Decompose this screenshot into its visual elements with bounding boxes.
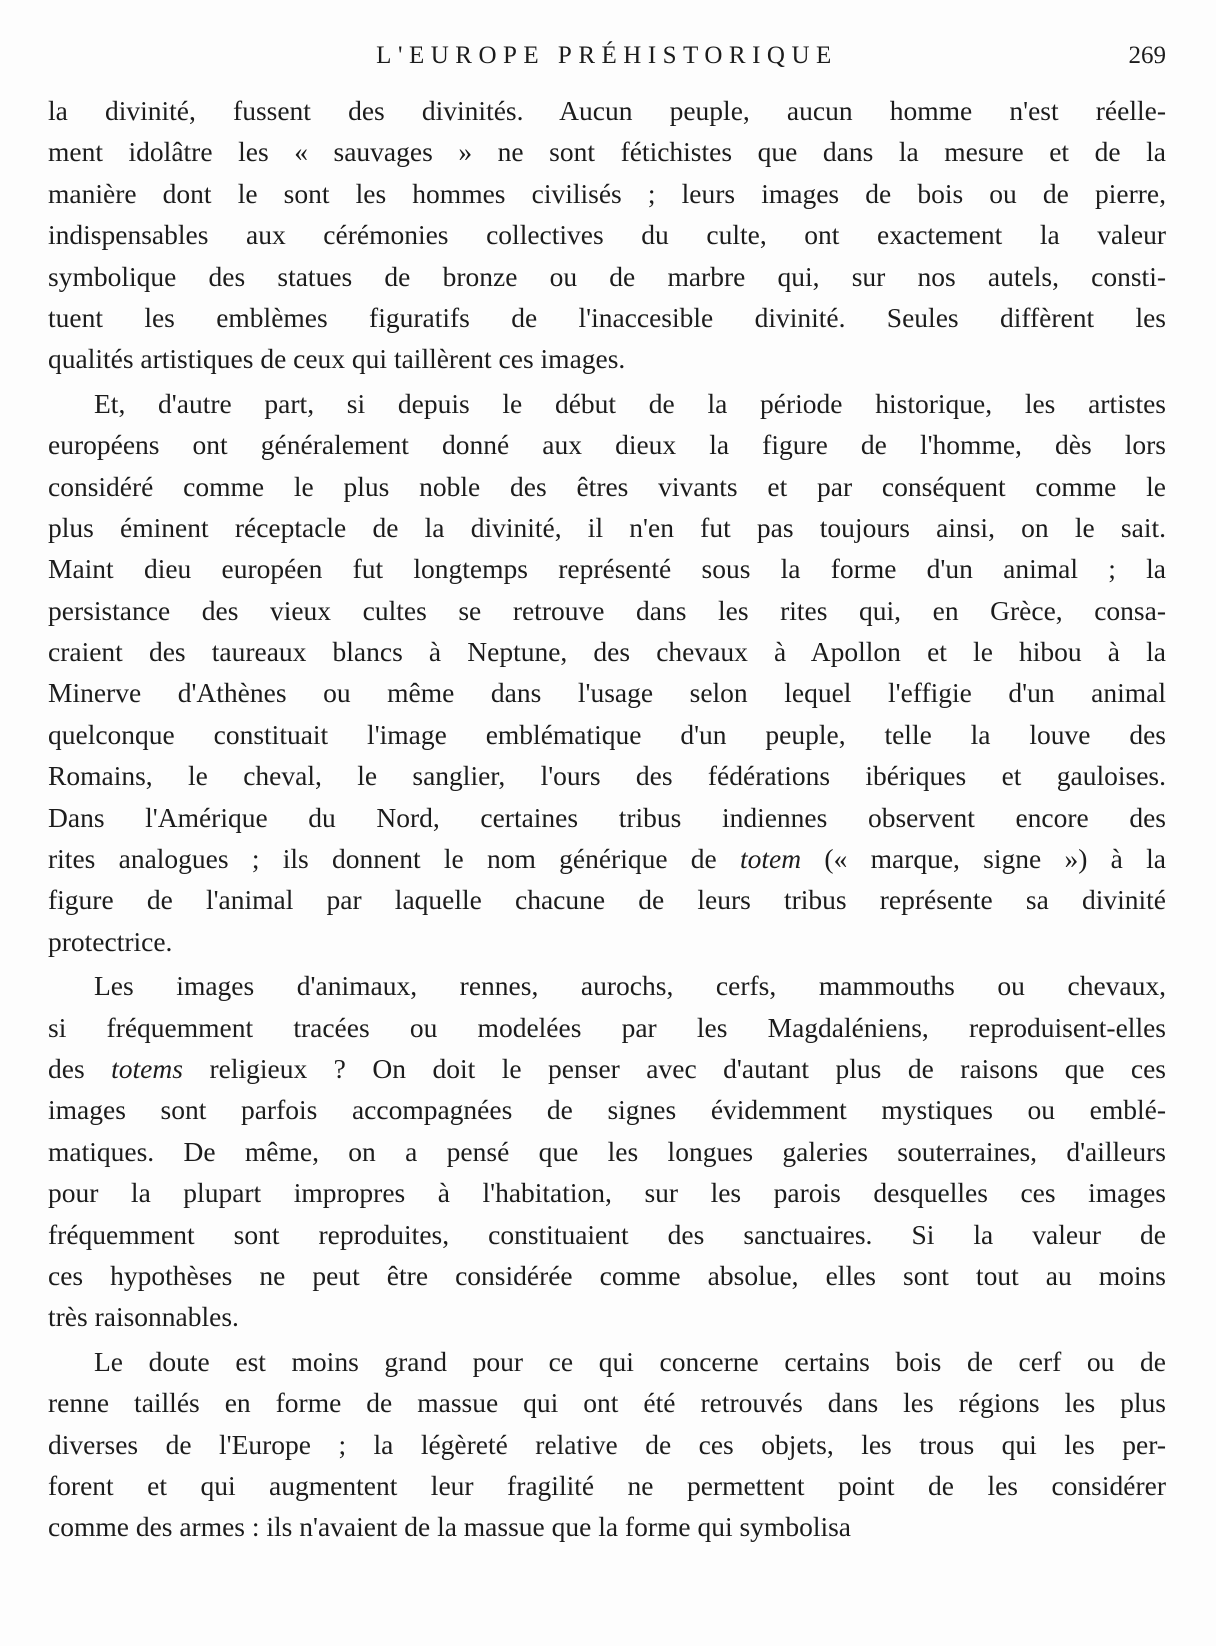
text-line xyxy=(48,838,1166,879)
text-segment: qualités artistiques de ceux qui taillèrent ces images. xyxy=(48,343,626,375)
text-segment: pour la plupart impropres à l'habitation, sur les parois desquelles ces images xyxy=(48,1177,1166,1209)
text-line xyxy=(48,90,1166,131)
text-line xyxy=(48,672,1166,713)
text-segment: renne taillés en forme de massue qui ont été retrouvés dans les régions les plus xyxy=(48,1387,1166,1419)
text-segment: rites analogues ; ils donnent le nom générique de xyxy=(48,843,741,875)
text-segment: comme des armes : ils n'avaient de la massue que la forme qui symbolisa xyxy=(48,1511,852,1543)
text-line xyxy=(48,131,1166,172)
text-line xyxy=(48,214,1166,255)
text-line xyxy=(48,1465,1166,1506)
text-line xyxy=(48,338,1166,379)
text-line xyxy=(48,1089,1166,1130)
page-number: 269 xyxy=(1128,42,1166,69)
text-segment: craient des taureaux blancs à Neptune, des chevaux à Apollon et le hibou à la xyxy=(48,636,1166,668)
text-segment: la divinité, fussent des divinités. Aucun peuple, aucun homme n'est réelle- xyxy=(48,95,1166,126)
paragraph xyxy=(48,383,1166,962)
text-line xyxy=(48,797,1166,838)
text-segment: fréquemment sont reproduites, constituaient des sanctuaires. Si la valeur de xyxy=(48,1218,1166,1250)
text-segment: indispensables aux cérémonies collectives du culte, ont exactement la valeur xyxy=(48,219,1166,251)
text-segment: Maint dieu européen fut longtemps représenté sous la forme d'un animal ; la xyxy=(48,553,1166,585)
text-segment: si fréquemment tracées ou modelées par les Magdaléniens, reproduisent-elles xyxy=(48,1011,1166,1043)
text-line xyxy=(48,631,1166,672)
text-segment: Et, d'autre part, si depuis le début de la période historique, les artistes xyxy=(94,387,1166,419)
text-segment: symbolique des statues de bronze ou de marbre qui, sur nos autels, consti- xyxy=(48,260,1166,292)
text-segment: Romains, le cheval, le sanglier, l'ours des fédérations ibériques et gauloises. xyxy=(48,760,1166,792)
text-segment: protectrice. xyxy=(48,925,173,957)
text-segment: ces hypothèses ne peut être considérée comme absolue, elles sont tout au moins xyxy=(48,1259,1166,1291)
text-segment: plus éminent réceptacle de la divinité, il n'en fut pas toujours ainsi, on le sait. xyxy=(48,511,1166,543)
text-segment: manière dont le sont les hommes civilisés ; leurs images de bois ou de pierre, xyxy=(48,177,1166,209)
paragraph xyxy=(48,90,1166,380)
text-line xyxy=(48,1424,1166,1465)
text-segment: diverses de l'Europe ; la légèreté relative de ces objets, les trous qui les per- xyxy=(48,1428,1166,1460)
text-segment: Les images d'animaux, rennes, aurochs, cerfs, mammouths ou chevaux, xyxy=(94,970,1166,1002)
text-segment: considéré comme le plus noble des êtres vivants et par conséquent comme le xyxy=(48,470,1166,502)
running-header xyxy=(48,36,1166,76)
text-segment: figure de l'animal par laquelle chacune de leurs tribus représente sa divinité xyxy=(48,884,1166,916)
text-segment: Le doute est moins grand pour ce qui concerne certains bois de cerf ou de xyxy=(94,1345,1166,1377)
text-segment: européens ont généralement donné aux dieux la figure de l'homme, dès lors xyxy=(48,429,1166,461)
text-line xyxy=(48,548,1166,589)
text-segment: matiques. De même, on a pensé que les longues galeries souterraines, d'ailleurs xyxy=(48,1135,1166,1167)
text-line xyxy=(48,1341,1166,1382)
text-line xyxy=(48,590,1166,631)
running-title: L'EUROPE PRÉHISTORIQUE xyxy=(376,42,838,69)
text-line xyxy=(48,965,1166,1006)
text-line xyxy=(48,1255,1166,1296)
text-segment: images sont parfois accompagnées de signes évidemment mystiques ou emblé- xyxy=(48,1094,1166,1126)
text-line xyxy=(48,1007,1166,1048)
text-segment: forent et qui augmentent leur fragilité ne permettent point de les considérer xyxy=(48,1469,1166,1501)
italic-term: totems xyxy=(111,1052,183,1084)
text-line xyxy=(48,297,1166,338)
text-line xyxy=(48,879,1166,920)
text-line xyxy=(48,1172,1166,1213)
text-segment: des xyxy=(48,1052,112,1084)
text-segment: quelconque constituait l'image emblématique d'un peuple, telle la louve des xyxy=(48,718,1166,750)
text-line xyxy=(48,256,1166,297)
text-segment: persistance des vieux cultes se retrouve dans les rites qui, en Grèce, consa- xyxy=(48,594,1166,626)
text-segment: Dans l'Amérique du Nord, certaines tribus indiennes observent encore des xyxy=(48,801,1166,833)
text-line xyxy=(48,507,1166,548)
text-segment: religieux ? On doit le penser avec d'autant plus de raisons que ces xyxy=(182,1052,1166,1084)
text-segment: Minerve d'Athènes ou même dans l'usage selon lequel l'effigie d'un animal xyxy=(48,677,1166,709)
text-line xyxy=(48,1382,1166,1423)
text-line xyxy=(48,1214,1166,1255)
paragraph xyxy=(48,965,1166,1338)
text-line xyxy=(48,714,1166,755)
body-text xyxy=(48,90,1166,1548)
text-line xyxy=(48,1131,1166,1172)
text-segment: ment idolâtre les « sauvages » ne sont fétichistes que dans la mesure et de la xyxy=(48,136,1166,168)
text-line xyxy=(48,383,1166,424)
text-line xyxy=(48,424,1166,465)
italic-term: totem xyxy=(740,843,802,875)
text-line xyxy=(48,1048,1166,1089)
text-line xyxy=(48,1506,1166,1547)
text-line xyxy=(48,1296,1166,1337)
text-line xyxy=(48,755,1166,796)
text-line xyxy=(48,921,1166,962)
text-segment: très raisonnables. xyxy=(48,1301,239,1333)
paragraph xyxy=(48,1341,1166,1548)
text-line xyxy=(48,466,1166,507)
text-line xyxy=(48,173,1166,214)
text-segment: (« marque, signe ») à la xyxy=(801,843,1166,875)
text-segment: tuent les emblèmes figuratifs de l'inaccesible divinité. Seules diffèrent les xyxy=(48,301,1166,333)
